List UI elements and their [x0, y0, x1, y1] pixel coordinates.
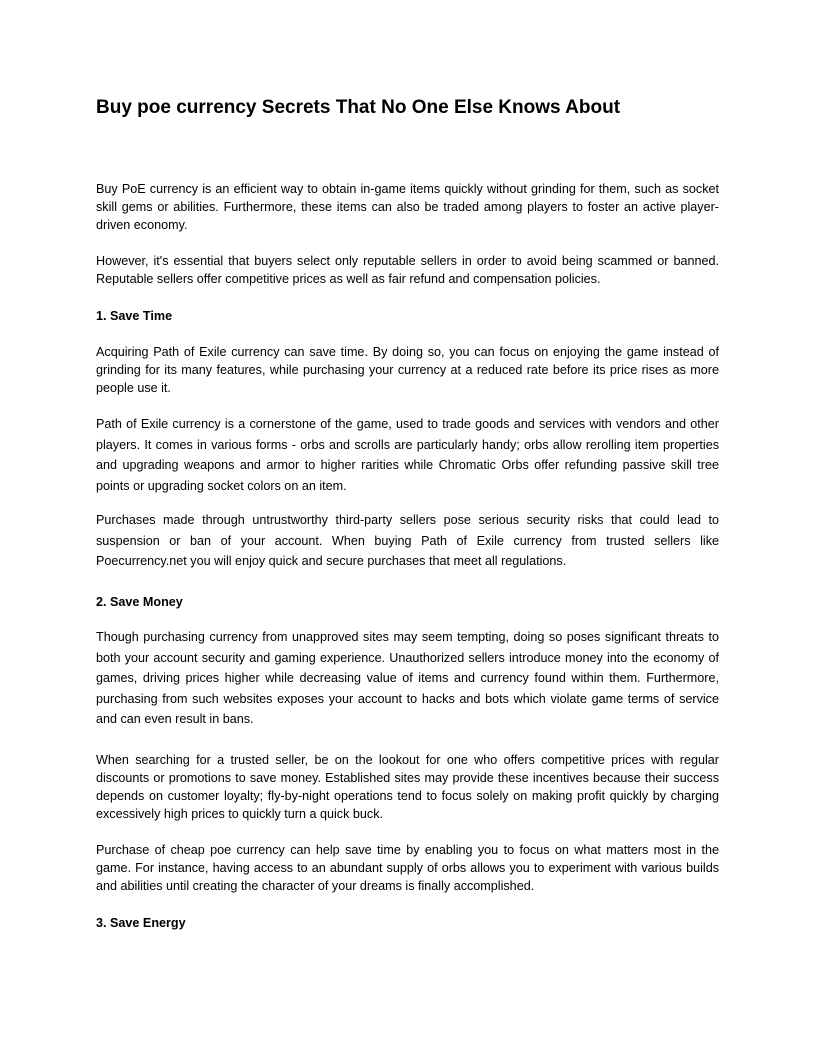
save-money-paragraph-3: Purchase of cheap poe currency can help save time by enabling you to focus on what matters most in the game. For instance, having access to an abundant supply of orbs allows you to experiment with various builds and abilities until creating the character of your dreams is finally accomplished.	[96, 843, 719, 893]
intro-paragraph-2: However, it's essential that buyers select only reputable sellers in order to avoid being scammed or banned. Reputable sellers offer competitive prices as well as fair refund and compensation policies.	[96, 254, 719, 286]
section-heading-save-energy: 3. Save Energy	[96, 916, 186, 930]
intro-paragraph-1: Buy PoE currency is an efficient way to obtain in-game items quickly without grinding for them, such as socket skill gems or abilities. Furthermore, these items can also be traded among players to foster an active player-driven economy.	[96, 182, 719, 232]
section-heading-save-time: 1. Save Time	[96, 309, 173, 323]
save-time-paragraph-1: Acquiring Path of Exile currency can save time. By doing so, you can focus on enjoying the game instead of grinding for its many features, while purchasing your currency at a reduced rate before its price rises as more people use it.	[96, 345, 719, 395]
save-time-paragraph-2: Path of Exile currency is a cornerstone of the game, used to trade goods and services with vendors and other players. It comes in various forms - orbs and scrolls are particularly handy; orbs allow rerolling item properties and upgrading weapons and armor to higher rarities while Chromatic Orbs offer refunding passive skill tree points or upgrading socket colors on an item.	[96, 417, 719, 493]
save-time-paragraph-3: Purchases made through untrustworthy third-party sellers pose serious security risks that could lead to suspension or ban of your account. When buying Path of Exile currency from trusted sellers like Poecurrency.net you will enjoy quick and secure purchases that meet all regulations.	[96, 513, 719, 569]
save-money-paragraph-1: Though purchasing currency from unapproved sites may seem tempting, doing so poses significant threats to both your account security and gaming experience. Unauthorized sellers introduce money into the economy of games, driving prices higher while decreasing value of items and currency found within them. Furthermore, purchasing from such websites exposes your account to hacks and bots which violate game terms of service and can even result in bans.	[96, 630, 719, 727]
section-heading-save-money: 2. Save Money	[96, 595, 183, 609]
page-title: Buy poe currency Secrets That No One Else Knows About	[96, 97, 621, 118]
save-money-paragraph-2: When searching for a trusted seller, be on the lookout for one who offers competitive prices with regular discounts or promotions to save money. Established sites may provide these incentives because their success depends on customer loyalty; fly-by-night operations tend to focus solely on making profit quickly by charging excessively high prices to quickly turn a quick buck.	[96, 753, 719, 821]
